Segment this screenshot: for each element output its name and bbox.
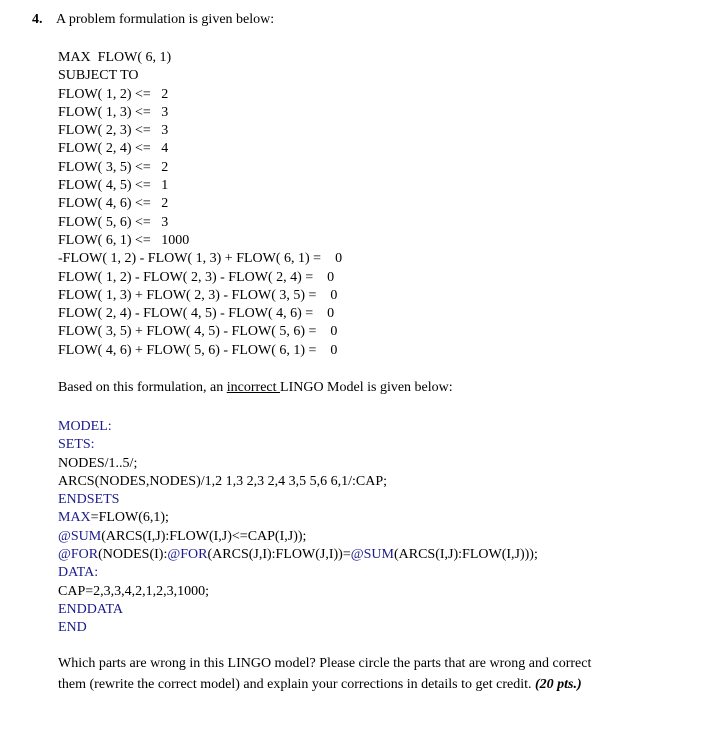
formulation-line: -FLOW( 1, 2) - FLOW( 1, 3) + FLOW( 6, 1) = 0 — [58, 251, 343, 267]
formulation-line: FLOW( 5, 6) <= 3 — [58, 214, 169, 230]
for-keyword: @FOR — [167, 547, 208, 563]
sum-constraint-line — [58, 528, 538, 546]
based-on-after: LINGO Model is given below: — [280, 380, 453, 395]
formulation-line: FLOW( 3, 5) <= 2 — [58, 159, 169, 175]
formulation-line: FLOW( 4, 6) + FLOW( 5, 6) - FLOW( 6, 1) = 0 — [58, 342, 338, 358]
closing-line-1: Which parts are wrong in this LINGO model? Please circle the parts that are wrong and correct — [58, 656, 592, 671]
end-keyword: END — [58, 620, 87, 636]
lingo-model-block — [58, 418, 538, 638]
data-keyword: DATA: — [58, 565, 99, 581]
model-keyword: MODEL: — [58, 419, 112, 434]
arcs-line: ARCS(NODES,NODES)/1,2 1,3 2,3 2,4 3,5 5,6 6,1/:CAP; — [58, 473, 388, 489]
formulation-line: FLOW( 1, 3) + FLOW( 2, 3) - FLOW( 3, 5) = 0 — [58, 287, 338, 303]
for-arcs: (ARCS(J,I):FLOW(J,I))= — [207, 547, 351, 563]
question-number: 4. — [32, 12, 43, 27]
formulation-line: FLOW( 6, 1) <= 1000 — [58, 232, 190, 248]
for-constraint-line — [58, 546, 538, 564]
for-end: (ARCS(I,J):FLOW(I,J))); — [393, 547, 538, 563]
formulation-line: FLOW( 2, 4) <= 4 — [58, 141, 169, 157]
incorrect-underlined: incorrect — [226, 380, 281, 395]
sets-keyword: SETS: — [58, 437, 95, 453]
closing-line-2 — [58, 677, 582, 693]
objective-rest: =FLOW(6,1); — [90, 510, 169, 526]
cap-line: CAP=2,3,3,4,2,1,2,3,1000; — [58, 583, 210, 599]
for-keyword: @FOR — [58, 547, 99, 563]
formulation-line: FLOW( 4, 5) <= 1 — [58, 178, 169, 194]
sum-keyword: @SUM — [350, 547, 394, 563]
nodes-line: NODES/1..5/; — [58, 455, 138, 471]
max-keyword: MAX — [58, 510, 91, 526]
question-intro: A problem formulation is given below: — [56, 12, 275, 27]
formulation-line: FLOW( 1, 2) <= 2 — [58, 86, 169, 102]
enddata-keyword: ENDDATA — [58, 601, 123, 617]
endsets-keyword: ENDSETS — [58, 492, 120, 508]
formulation-block — [58, 49, 342, 360]
points-label: (20 pts.) — [534, 677, 582, 692]
objective-line — [58, 509, 538, 527]
based-on-before: Based on this formulation, an — [58, 380, 227, 395]
formulation-line: FLOW( 2, 3) <= 3 — [58, 123, 169, 139]
formulation-line: FLOW( 3, 5) + FLOW( 4, 5) - FLOW( 5, 6) = 0 — [58, 324, 338, 340]
based-on-text — [58, 380, 453, 396]
for-nodes: (NODES(I): — [98, 547, 168, 563]
formulation-line: FLOW( 1, 2) - FLOW( 2, 3) - FLOW( 2, 4) = 0 — [58, 269, 335, 285]
sum-keyword: @SUM — [58, 528, 102, 544]
formulation-line: FLOW( 2, 4) - FLOW( 4, 5) - FLOW( 4, 6) = 0 — [58, 306, 335, 322]
sum-rest: (ARCS(I,J):FLOW(I,J)<=CAP(I,J)); — [101, 528, 307, 544]
formulation-line: FLOW( 4, 6) <= 2 — [58, 196, 169, 212]
formulation-line: SUBJECT TO — [58, 68, 139, 84]
closing-line-2-text: them (rewrite the correct model) and explain your corrections in details to get credit. — [58, 677, 535, 692]
formulation-line: FLOW( 1, 3) <= 3 — [58, 104, 169, 120]
formulation-line: MAX FLOW( 6, 1) — [58, 50, 172, 65]
